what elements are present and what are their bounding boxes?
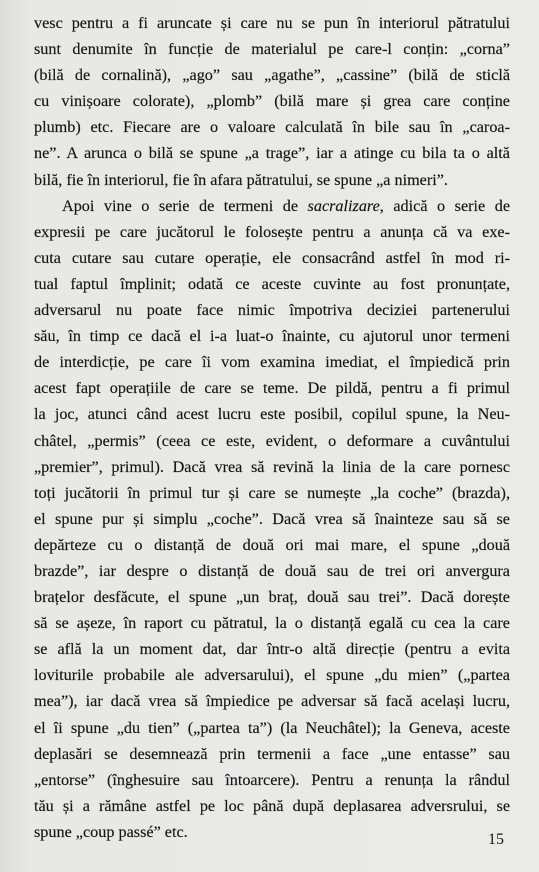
text-line: la joc, atunci când acest lucru este posibil, copilul spune, la Neu- [34, 405, 510, 424]
text-line: adversarul nu poate face nimic împotriva deciziei partenerului [34, 301, 510, 320]
text-line: „entorse” (înghesuire sau întoarcere). Pentru a renunța la rândul [34, 770, 510, 789]
text-line: de interdicție, pe care îi vom examina imediat, el împiedică prin [34, 353, 510, 372]
text-line: vesc pentru a fi aruncate și care nu se pun în interiorul pătratului [34, 14, 510, 32]
text-line: depărteze cu o distanță de două ori mai mare, el spune „două [34, 535, 510, 554]
text-line: (bilă de cornalină), „ago” sau „agathe”, „cassine” (bilă de sticlă [34, 66, 510, 85]
page-body [34, 10, 510, 845]
text-line: să se așeze, în raport cu pătratul, la o distanță egală cu cea la care [34, 614, 510, 633]
text-line: cu vinișoare colorate), „plomb” (bilă mare și grea care conține [34, 92, 510, 111]
text-line: deplasări se desemnează prin termenii a face „une entasse” sau [34, 744, 510, 763]
text-line: bilă, fie în interiorul, fie în afara pătratului, se spune „a nimeri”. [34, 170, 448, 189]
text-line: expresii pe care jucătorul le folosește pentru a anunța că va exe- [34, 222, 510, 241]
text-line: „premier”, primul). Dacă vrea să revină la linia de la care pornesc [34, 457, 510, 476]
text-line: loviturile probabile ale adversarului), el spune „du mien” („partea [34, 666, 510, 685]
text-line: cuta cutare sau cutare operație, ele consacrând astfel în mod ri- [34, 248, 510, 267]
text-line [34, 193, 510, 219]
text-line: mea”), iar dacă vrea să împiedice pe adversar să facă același lucru, [34, 692, 510, 711]
text-line-start: Apoi vine o serie de termeni de sacralizare, adică o serie de [62, 196, 510, 215]
text-line: brazde”, iar despre o distanță de două sau de trei ori anvergura [34, 561, 510, 580]
text-line: ne”. A arunca o bilă se spune „a trage”, iar a atinge cu bila ta o altă [34, 144, 510, 163]
text-line: brațelor desfăcute, el spune „un braț, două sau trei”. Dacă dorește [34, 588, 510, 607]
text-line: tual faptul împlinit; odată ce aceste cuvinte au fost pronunțate, [34, 274, 510, 293]
text-line: sunt denumite în funcție de materialul pe care-l conțin: „corna” [34, 40, 510, 59]
text-line: toți jucătorii în primul tur și care se numește „la coche” (brazda), [34, 483, 510, 502]
text-line: el îi spune „du tien” („partea ta”) (la Neuchâtel); la Geneva, aceste [34, 718, 510, 737]
text-line: său, în timp ce dacă el i-a luat-o înainte, cu ajutorul unor termeni [34, 327, 510, 346]
page-number: 15 [488, 831, 504, 848]
text-line: acest fapt operațiile de care se teme. De pildă, pentru a fi primul [34, 379, 510, 398]
text-line: tău și a rămâne astfel pe loc până după deplasarea adversrului, se [34, 796, 510, 815]
paragraph-2 [34, 193, 510, 845]
paragraph-1 [34, 10, 510, 193]
text-line: se află la un moment dat, dar într-o altă direcție (pentru a evita [34, 640, 510, 659]
text-line: spune „coup passé” etc. [34, 822, 188, 841]
text-line: plumb) etc. Fiecare are o valoare calculată în bile sau în „caroa- [34, 118, 510, 137]
text-line: châtel, „permis” (ceea ce este, evident, o deformare a cuvântului [34, 431, 510, 450]
text-line: el spune pur și simplu „coche”. Dacă vrea să înainteze sau să se [34, 509, 510, 528]
